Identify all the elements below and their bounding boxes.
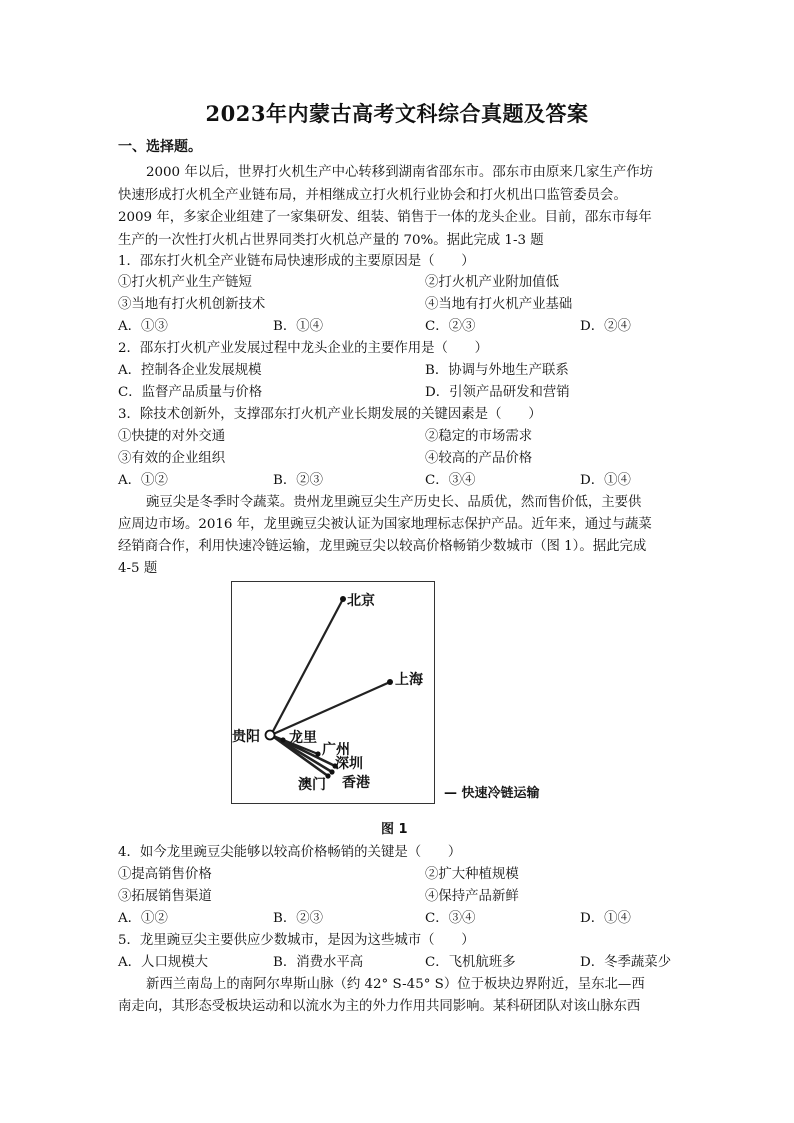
route-line-shanghai — [271, 682, 390, 735]
city-dot-hongkong — [329, 769, 334, 774]
route-map — [232, 582, 434, 803]
q1-choice-a: A．①③ — [118, 319, 168, 334]
q1-item: ③当地有打火机创新技术 — [118, 297, 266, 312]
city-dot-macau — [325, 773, 330, 778]
passage2-line: 4-5 题 — [118, 561, 158, 576]
map-legend: — 快速冷链运输 — [444, 786, 540, 801]
figure-caption: 图 1 — [381, 822, 408, 837]
figure-map-frame — [231, 581, 435, 804]
q5-choice-d: D．冬季蔬菜少 — [580, 955, 672, 970]
city-label-hongkong: 香港 — [342, 775, 370, 791]
q4-item: ②扩大种植规模 — [425, 867, 519, 882]
city-dot-shanghai — [387, 679, 393, 685]
q1-choice-c: C．②③ — [425, 319, 476, 334]
q1-item: ④当地有打火机产业基础 — [425, 297, 573, 312]
city-label-longli: 龙里 — [289, 730, 317, 746]
city-label-beijing: 北京 — [347, 593, 375, 609]
q3-choice-b: B．②③ — [273, 473, 324, 488]
city-label-shenzhen: 深圳 — [335, 756, 363, 772]
q1-choice-d: D．②④ — [580, 319, 631, 334]
q1-item: ①打火机产业生产链短 — [118, 275, 252, 290]
q3-item: ①快捷的对外交通 — [118, 429, 226, 444]
q5-choice-c: C．飞机航班多 — [425, 955, 516, 970]
city-label-macau: 澳门 — [298, 777, 326, 793]
passage1-line: 2000 年以后，世界打火机生产中心转移到湖南省邵东市。邵东市由原来几家生产作坊 — [146, 165, 654, 180]
q5-choice-a: A．人口规模大 — [118, 955, 209, 970]
q4-item: ①提高销售价格 — [118, 867, 212, 882]
route-line-beijing — [271, 599, 343, 735]
city-dot-guangzhou — [315, 751, 320, 756]
q2-choice-c: C．监督产品质量与价格 — [118, 385, 263, 400]
q3-choice-d: D．①④ — [580, 473, 631, 488]
passage3-line: 南走向，其形态受板块运动和以流水为主的外力作用共同影响。某科研团队对该山脉东西 — [118, 999, 641, 1014]
passage1-line: 快速形成打火机全产业链布局，并相继成立打火机行业协会和打火机出口监管委员会。 — [118, 188, 627, 203]
question-4-stem: 4．如今龙里豌豆尖能够以较高价格畅销的关键是（ ） — [118, 845, 462, 860]
city-label-guangzhou: 广州 — [322, 742, 350, 758]
question-5-stem: 5．龙里豌豆尖主要供应少数城市，是因为这些城市（ ） — [118, 933, 475, 948]
passage1-line: 2009 年，多家企业组建了一家集研发、组装、销售于一体的龙头企业。目前，邵东市每年 — [118, 210, 652, 225]
q1-choice-b: B．①④ — [273, 319, 324, 334]
city-label-shanghai: 上海 — [395, 672, 423, 688]
city-dot-beijing — [340, 596, 346, 602]
q2-choice-a: A．控制各企业发展规模 — [118, 363, 262, 378]
passage1-line: 生产的一次性打火机占世界同类打火机总产量的 70%。据此完成 1-3 题 — [118, 233, 544, 248]
city-dot-longli — [280, 737, 285, 742]
q2-choice-d: D．引领产品研发和营销 — [425, 385, 570, 400]
q3-item: ③有效的企业组织 — [118, 451, 226, 466]
page-title: 2023年内蒙古高考文科综合真题及答案 — [205, 101, 589, 126]
city-label-guiyang: 贵阳 — [232, 729, 260, 745]
question-2-stem: 2．邵东打火机产业发展过程中龙头企业的主要作用是（ ） — [118, 341, 489, 356]
q4-choice-a: A．①② — [118, 911, 168, 926]
q3-choice-c: C．③④ — [425, 473, 476, 488]
q1-item: ②打火机产业附加值低 — [425, 275, 559, 290]
passage2-line: 经销商合作，利用快速冷链运输，龙里豌豆尖以较高价格畅销少数城市（图 1）。据此完成 — [118, 539, 647, 554]
q3-item: ②稳定的市场需求 — [425, 429, 533, 444]
q4-choice-d: D．①④ — [580, 911, 631, 926]
q4-item: ④保持产品新鲜 — [425, 889, 519, 904]
section-heading: 一、选择题。 — [118, 139, 202, 155]
passage2-line: 应周边市场。2016 年，龙里豌豆尖被认证为国家地理标志保护产品。近年来，通过与蔬菜 — [118, 517, 652, 532]
question-3-stem: 3．除技术创新外，支撑邵东打火机产业长期发展的关键因素是（ ） — [118, 407, 542, 422]
city-dot-guiyang — [266, 731, 275, 740]
passage2-line: 豌豆尖是冬季时令蔬菜。贵州龙里豌豆尖生产历史长、品质优，然而售价低，主要供 — [146, 495, 642, 510]
q4-item: ③拓展销售渠道 — [118, 889, 212, 904]
question-1-stem: 1．邵东打火机全产业链布局快速形成的主要原因是（ ） — [118, 254, 475, 269]
q5-choice-b: B．消费水平高 — [273, 955, 364, 970]
q3-choice-a: A．①② — [118, 473, 168, 488]
passage3-line: 新西兰南岛上的南阿尔卑斯山脉（约 42° S-45° S）位于板块边界附近，呈东北—西 — [146, 977, 645, 992]
q4-choice-b: B．②③ — [273, 911, 324, 926]
q3-item: ④较高的产品价格 — [425, 451, 533, 466]
q2-choice-b: B．协调与外地生产联系 — [425, 363, 569, 378]
q4-choice-c: C．③④ — [425, 911, 476, 926]
